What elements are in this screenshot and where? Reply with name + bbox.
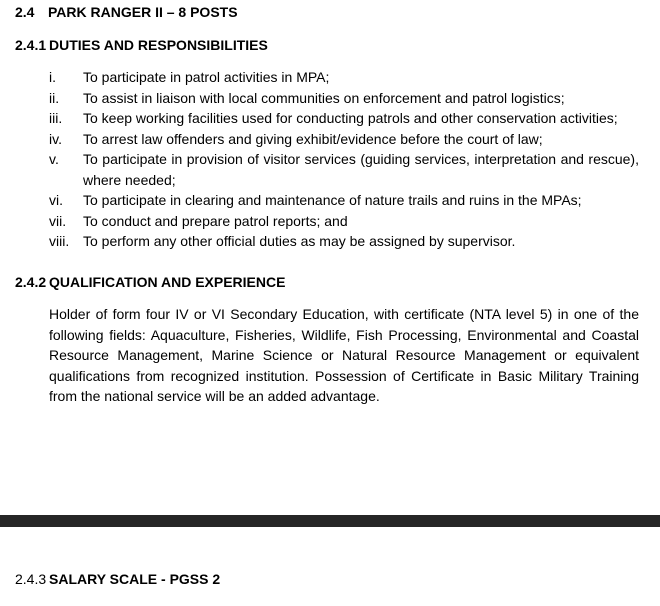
list-item [49, 231, 639, 252]
section-title: PARK RANGER II – 8 POSTS [48, 4, 238, 20]
list-text: To participate in provision of visitor services (guiding services, interpretation and rescue), where needed; [83, 151, 639, 188]
list-text: To conduct and prepare patrol reports; and [83, 212, 348, 229]
qualification-title: QUALIFICATION AND EXPERIENCE [49, 274, 286, 290]
qualification-heading [15, 273, 285, 291]
list-text: To participate in patrol activities in MPA; [83, 69, 330, 85]
list-item [49, 190, 639, 211]
duties-number: 2.4.1 [15, 37, 47, 53]
list-marker: v. [49, 151, 59, 167]
list-item [49, 67, 639, 88]
list-marker: viii. [49, 233, 70, 249]
section-heading [15, 3, 238, 21]
salary-heading [15, 570, 220, 588]
duties-title: DUTIES AND RESPONSIBILITIES [49, 37, 268, 53]
list-marker: i. [49, 69, 56, 85]
duties-list [49, 67, 639, 252]
list-marker: iii. [49, 110, 63, 126]
list-marker: iv. [49, 130, 62, 147]
salary-title: SALARY SCALE - PGSS 2 [49, 571, 221, 587]
list-text: To perform any other official duties as may be assigned by supervisor. [83, 233, 516, 249]
list-marker: ii. [49, 89, 60, 106]
duties-heading [15, 36, 268, 54]
page-break-bar [0, 515, 660, 527]
list-item [49, 108, 639, 129]
list-item [49, 211, 639, 232]
list-item [49, 149, 639, 190]
section-number: 2.4 [15, 4, 35, 20]
list-item [49, 129, 639, 150]
list-marker: vi. [49, 192, 63, 208]
list-item [49, 88, 639, 109]
list-text: To assist in liaison with local communities on enforcement and patrol logistics; [83, 89, 565, 106]
list-text: To keep working facilities used for conducting patrols and other conservation activities; [83, 110, 618, 126]
qualification-number: 2.4.2 [15, 274, 47, 290]
qualification-paragraph: Holder of form four IV or VI Secondary Education, with certificate (NTA level 5) in one of the following fields: Aquaculture, Fisheries, Wildlife, Fish Processing, Environmental and Coastal Resource Management, Marine Science or Natural Resource Management or equivalent qualifications from recognized institution. Possession of Certificate in Basic Military Training from the national service will be an added advantage. [49, 306, 639, 404]
list-marker: vii. [49, 212, 67, 229]
list-text: To participate in clearing and maintenance of nature trails and ruins in the MPAs; [83, 192, 582, 208]
salary-number: 2.4.3 [15, 571, 47, 587]
list-text: To arrest law offenders and giving exhibit/evidence before the court of law; [83, 130, 543, 147]
